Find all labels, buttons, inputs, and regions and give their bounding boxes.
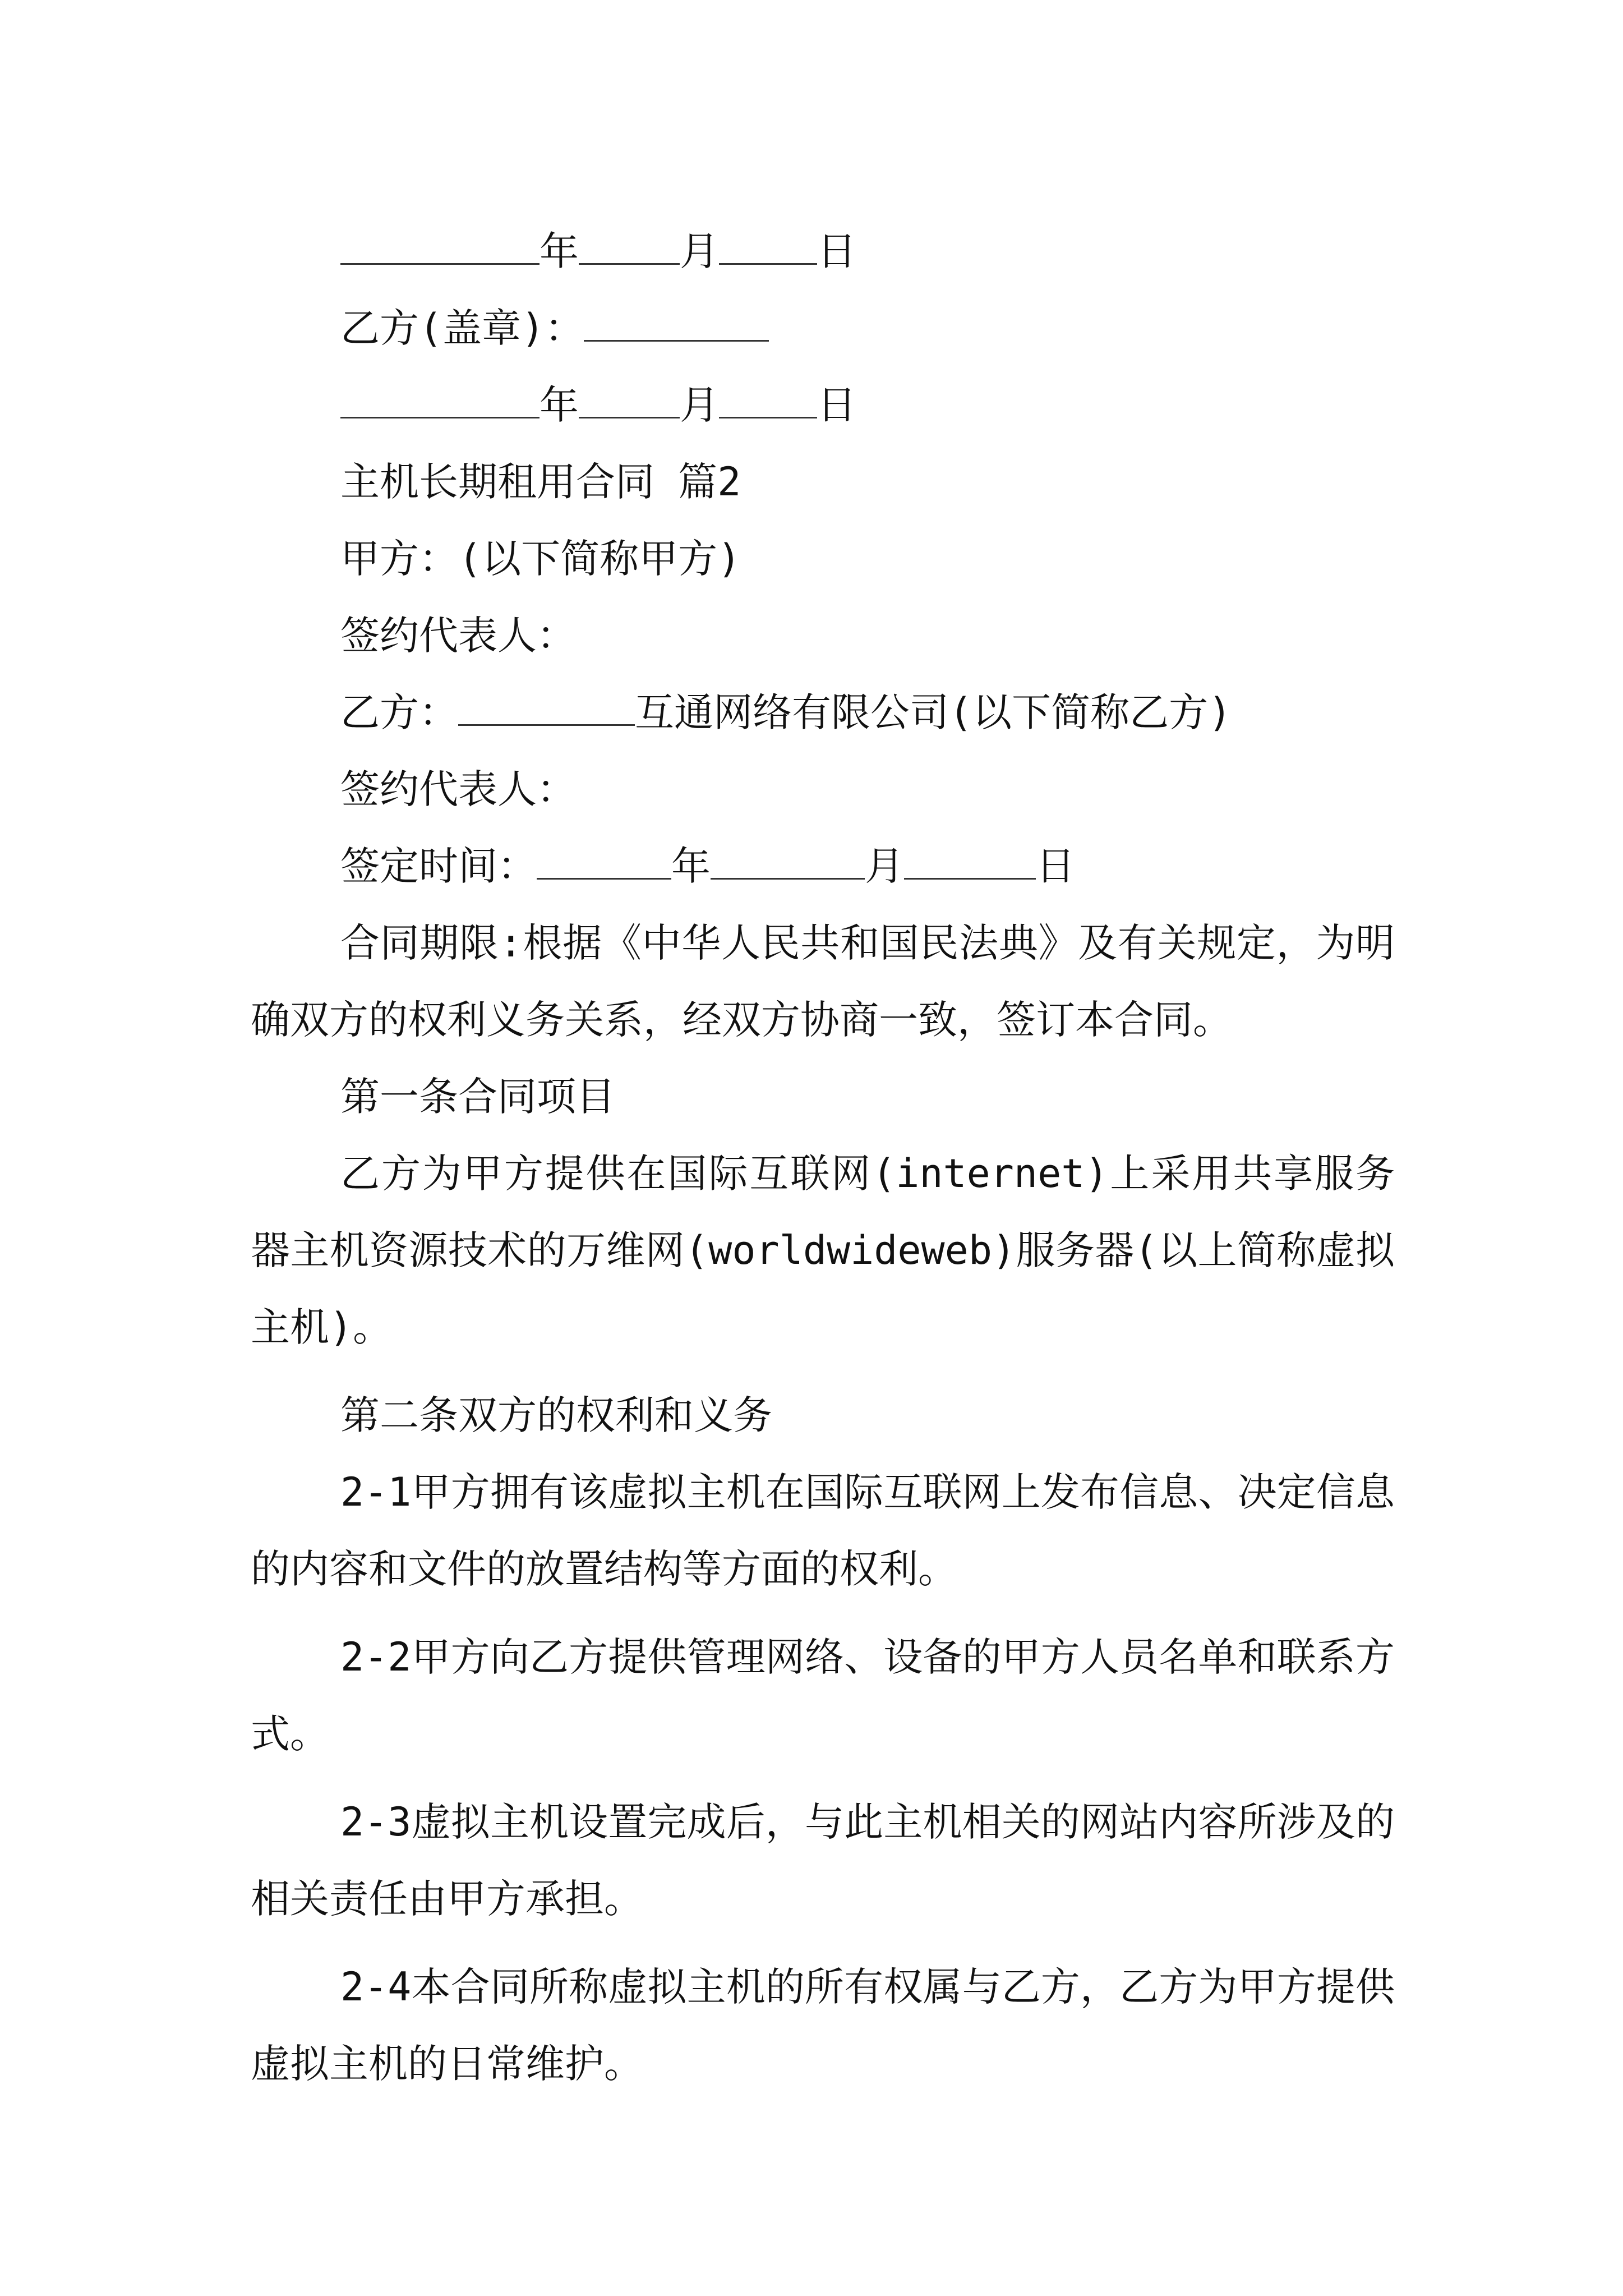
clause-2-4: 2-4本合同所称虚拟主机的所有权属与乙方，乙方为甲方提供虚拟主机的日常维护。 [251, 1964, 1395, 2087]
spacer [251, 1608, 1395, 1619]
spacer [251, 1773, 1395, 1784]
party-b-company: 互通网络有限公司(以下简称乙方) [635, 689, 1232, 735]
clause-2-2: 2-2甲方向乙方提供管理网络、设备的甲方人员名单和联系方式。 [251, 1634, 1395, 1757]
clause-2-3: 2-3虚拟主机设置完成后，与此主机相关的网站内容所涉及的相关责任由甲方承担。 [251, 1799, 1395, 1922]
section-title: 主机长期租用合同 篇2 [340, 459, 741, 505]
day-label: 日 [817, 382, 856, 428]
sign-representative-b: 签约代表人： [340, 766, 576, 812]
party-b-seal-line [251, 290, 1395, 367]
sign-representative-a: 签约代表人： [340, 613, 576, 659]
date-line-2 [251, 367, 1395, 444]
article-1-body: 乙方为甲方提供在国际互联网(internet)上采用共享服务器主机资源技术的万维网(worldwideweb)服务器(以上简称虚拟主机)。 [251, 1151, 1395, 1350]
article-1-title: 第一条合同项目 [340, 1074, 615, 1120]
spacer [251, 1366, 1395, 1377]
sign-time-label: 签定时间： [340, 843, 537, 889]
blank-field [584, 305, 769, 342]
blank-field [904, 843, 1036, 880]
sign-time-line [251, 828, 1395, 905]
party-b-line [251, 674, 1395, 751]
blank-field [579, 382, 680, 418]
blank-field [340, 382, 540, 418]
day-label: 日 [1036, 843, 1075, 889]
date-line-1 [251, 213, 1395, 290]
contract-term-paragraph: 合同期限:根据《中华人民共和国民法典》及有关规定，为明确双方的权利义务关系，经双方协商一致，签订本合同。 [251, 920, 1395, 1043]
month-label: 月 [680, 228, 719, 274]
party-a-line: 甲方：(以下简称甲方) [340, 536, 741, 582]
spacer [251, 1938, 1395, 1949]
month-label: 月 [865, 843, 904, 889]
party-b-seal-label: 乙方(盖章)： [340, 305, 584, 351]
clause-2-1: 2-1甲方拥有该虚拟主机在国际互联网上发布信息、决定信息的内容和文件的放置结构等方面的权利。 [251, 1469, 1395, 1592]
blank-field [458, 689, 635, 726]
blank-field [340, 228, 540, 265]
party-b-label: 乙方： [340, 689, 458, 735]
blank-field [719, 228, 817, 265]
year-label: 年 [540, 228, 579, 274]
year-label: 年 [540, 382, 579, 428]
blank-field [579, 228, 680, 265]
article-2-title: 第二条双方的权利和义务 [340, 1392, 772, 1438]
blank-field [537, 843, 671, 880]
blank-field [711, 843, 865, 880]
year-label: 年 [671, 843, 711, 889]
day-label: 日 [817, 228, 856, 274]
document-body [251, 213, 1395, 2102]
month-label: 月 [680, 382, 719, 428]
blank-field [719, 382, 817, 418]
